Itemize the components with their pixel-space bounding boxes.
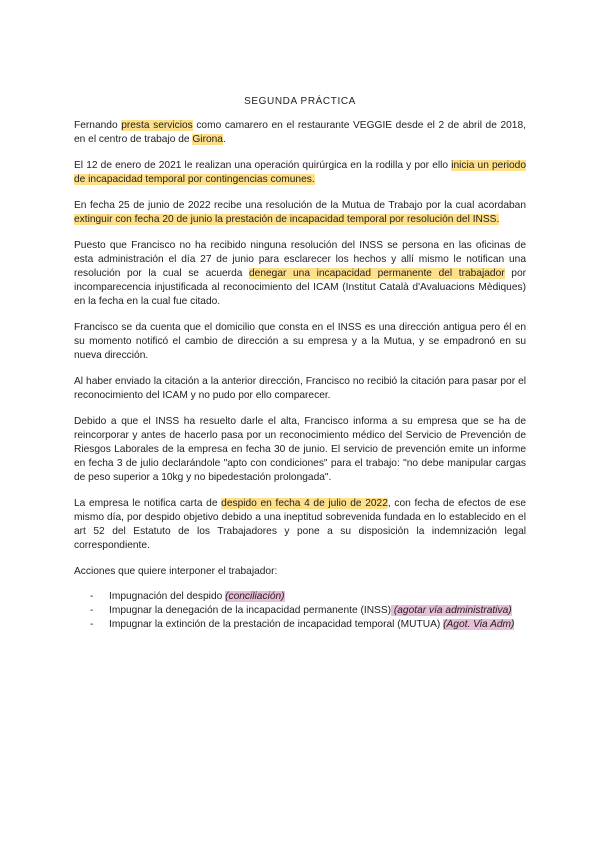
paragraph-5: Francisco se da cuenta que el domicilio que consta en el INSS es una dirección antigua pero él en su momento notificó el cambio de dirección a su empresa y a la Mutua, y se empadronó en su nueva dirección. [74,322,526,361]
bullet-dash: - [90,605,94,616]
note-highlight: (Agot. Via Adm) [443,619,515,630]
page-title: SEGUNDA PRÁCTICA [244,96,356,107]
highlight: denegar una incapacidad permanente del trabajador [249,268,505,279]
paragraph-6: Al haber enviado la citación a la anterior dirección, Francisco no recibió la citación para pasar por el reconocimiento del ICAM y no pudo por ello comparecer. [74,376,526,401]
text-run: Puesto que Francisco no ha recibido ninguna resolución del INSS se persona en las oficinas de esta administración el día 27 de junio para esclarecer los hechos y allí mismo le notifican una resolución por la cual se acuerda [74,240,526,279]
bullet-dash: - [90,591,94,602]
highlight: extinguir con fecha 20 de junio la prestación de incapacidad temporal por resolución del INSS. [74,214,500,225]
paragraph-8 [74,497,526,553]
text-run: como camarero en el restaurante VEGGIE desde el 2 de abril de 2018, en el centro de trabajo de [74,120,526,145]
text-run: En fecha 25 de junio de 2022 recibe una resolución de la Mutua de Trabajo por la cual acordaban [74,200,526,211]
highlight: inicia un periodo de incapacidad temporal por contingencias comunes. [74,160,526,185]
paragraph-4 [74,239,526,309]
text-run: Impugnar la denegación de la incapacidad permanente (INSS) [109,605,392,616]
paragraph-9: Acciones que quiere interponer el trabajador: [74,566,278,577]
text-run: El 12 de enero de 2021 le realizan una operación quirúrgica en la rodilla y por ello [74,160,452,171]
text-run: Impugnación del despido [109,591,226,602]
actions-list [74,590,526,632]
highlight: Girona [192,134,223,145]
text-run: por incomparecencia injustificada al reconocimiento del ICAM (Institut Català d'Avaluacions Mèdiques) en la fecha en la cual fue citado. [74,268,527,307]
text-run: . [222,134,226,145]
paragraph-2 [74,159,526,187]
text-run: Fernando [74,120,122,131]
highlight: presta servicios [121,120,193,131]
paragraph-3 [74,199,526,227]
document-body [74,119,526,632]
text-run: Impugnar la extinción de la prestación de incapacidad temporal (MUTUA) [109,619,444,630]
note-highlight: (conciliación) [225,591,285,602]
paragraph-1 [74,119,526,147]
bullet-dash: - [90,619,94,630]
highlight: despido en fecha 4 de julio de 2022 [221,498,388,509]
list-item [74,590,526,604]
text-run: , con fecha de efectos de ese mismo día, por despido objetivo debido a una ineptitud sobrevenida fundada en lo establecido en el art 52 del Estatuto de los Trabajadores y pone a su disposición la indemnización legal correspondiente. [74,498,526,551]
paragraph-7: Debido a que el INSS ha resuelto darle el alta, Francisco informa a su empresa que se ha de reincorporar y antes de hacerlo pasa por un reconocimiento médico del Servicio de Prevención de Riesgos Laborales de la empresa en fecha 30 de junio. El servicio de prevención emite un informe en fecha 3 de julio declarándole "apto con condiciones" para el trabajo: "no debe manipular cargas de peso superior a 10kg y no bipedestación prolongada". [74,416,526,483]
text-run: La empresa le notifica carta de [74,498,222,509]
list-item [74,618,526,632]
note-highlight: (agotar vía administrativa) [391,605,512,616]
list-item [74,604,526,618]
